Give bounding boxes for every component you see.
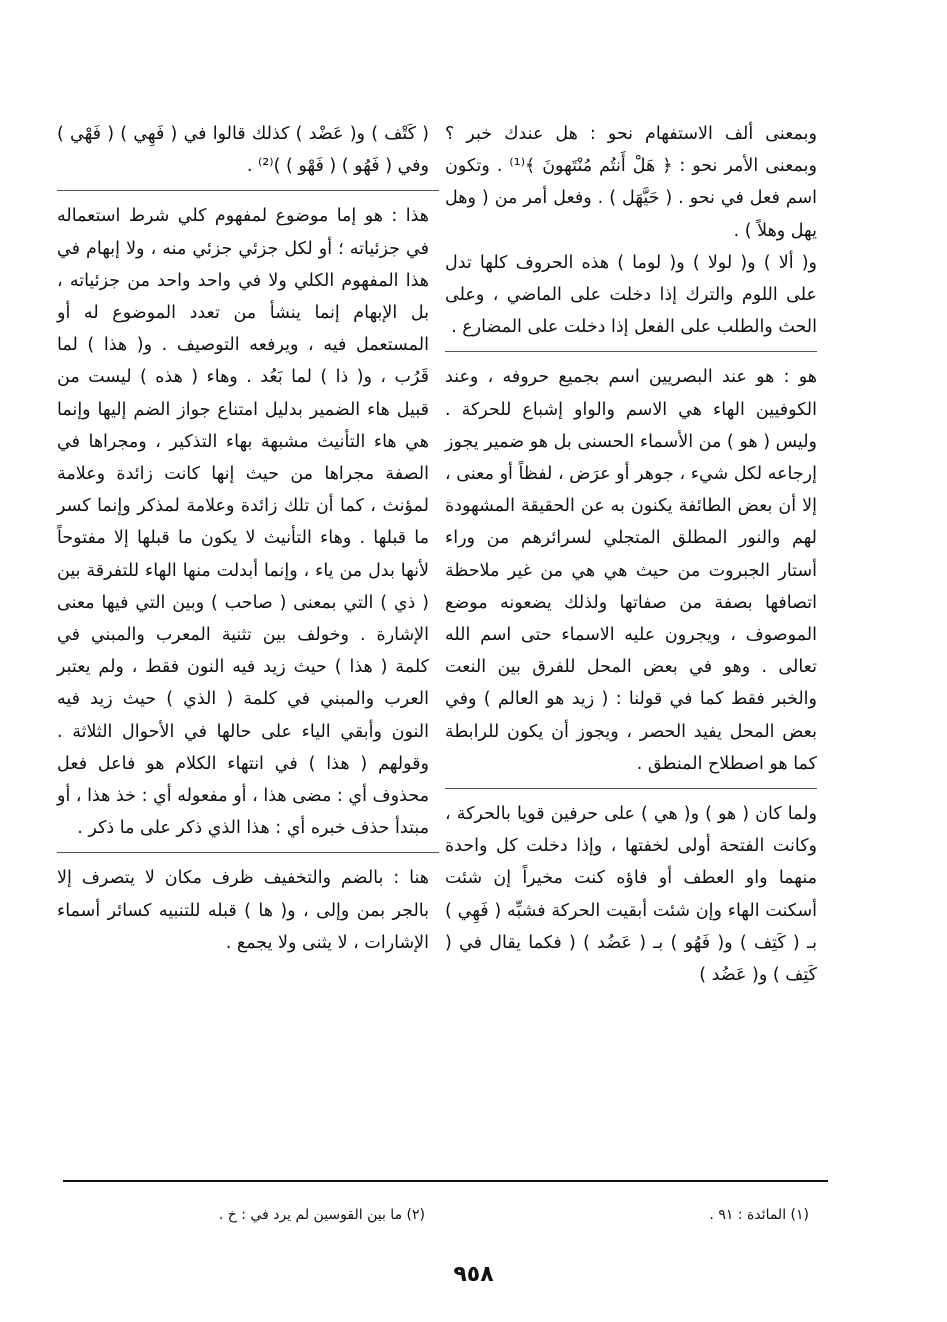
entry-separator — [445, 788, 817, 789]
paragraph-huwa-hiya: ولما كان ( هو ) و( هي ) على حرفين قويا بالحركة ، وكانت الفتحة أولى لخفتها ، وإذا دخلت كل واحدة منهما واو العطف أو فاؤه كنت مخيراً إن شئت أسكنت الهاء وإن شئت أبقيت الحركة فشبِّه ( فَهِي ) بـ ( كَتِف ) و( فَهُو ) بـ ( عَضُد ) ( فكما يقال في ( كَتِف ) و( عَضُد ) — [445, 804, 817, 986]
paragraph-continuation: ( كَتْف ) و( عَضْد ) كذلك قالوا في ( فَهِي ) ( فَهْي ) وفي ( فَهُو ) ( فَهْو ) )⁽²⁾ . — [57, 124, 429, 177]
right-column — [445, 118, 817, 991]
entry-separator — [445, 351, 817, 352]
paragraph-huna: هنا : بالضم والتخفيف ظرف مكان لا يتصرف إلا بالجر بمن وإلى ، و( ها ) قبله للتنبيه كسائر أسماء الإشارات ، لا يثنى ولا يجمع . — [57, 868, 429, 953]
left-column — [57, 118, 429, 959]
paragraph-ala-lawla: و( ألا ) و( لولا ) و( لوما ) هذه الحروف كلها تدل على اللوم والترك إذا دخلت على الماضي ، وعلى الحث والطلب على الفعل إذا دخلت على المضارع . — [445, 252, 817, 338]
page-number: ٩٥٨ — [453, 1262, 494, 1287]
entry-separator — [57, 852, 439, 853]
footnote-2: (٢) ما بين القوسين لم يرد في : خ . — [218, 1207, 425, 1223]
paragraph-huwa: هو : هو عند البصريين اسم بجميع حروفه ، وعند الكوفيين الهاء هي الاسم والواو إشباع للحركة . وليس ( هو ) من الأسماء الحسنى بل هو ضمير يجوز إرجاعه لكل شيء ، جوهر أو عرَض ، لفظاً أو معنى ، إلا أن بعض الطائفة يكنون به عن الحقيقة المشهودة لهم والنور المطلق المتجلي لسرائرهم من وراء أستار الجبروت من حيث هي هي من غير ملاحظة اتصافها بصفة من صفاتها ولذلك يضعونه موضع الموصوف ، ويجرون عليه الاسماء حتى اسم الله تعالى . وهو في بعض المحل للفرق بين النعت والخبر فقط كما في قولنا : ( زيد هو العالم ) وفي بعض المحل يفيد الحصر ، ويجوز أن يكون للرابطة كما هو اصطلاح المنطق . — [445, 367, 817, 774]
footnote-rule — [63, 1180, 828, 1182]
entry-separator — [57, 190, 439, 191]
paragraph-hal: وبمعنى ألف الاستفهام نحو : هل عندك خبر ؟ وبمعنى الأمر نحو : ﴿ هَلْ أَنتُم مُنْتَهونَ ﴾⁽¹⁾ . وتكون اسم فعل في نحو . ( حَيَّهَل ) . وفعل أمر من ( وهل يهل وهلاً ) . — [445, 124, 817, 241]
paragraph-hatha: هذا : هو إما موضوع لمفهوم كلي شرط استعماله في جزئياته ؛ أو لكل جزئي جزئي منه ، ولا إبهام في هذا المفهوم الكلي ولا في واحد واحد من جزئياته ، بل الإبهام إنما ينشأ من تعدد الموضوع له أو المستعمل فيه ، ويرفعه التوصيف . و( هذا ) لما قَرُب ، و( ذا ) لما بَعُد . وهاء ( هذه ) ليست من قبيل هاء الضمير بدليل امتناع جواز الضم إليها وإنما هي هاء التأنيث مشبهة بهاء التذكير ، ومجراها في الصفة مجراها من حيث إنها كانت زائدة وعلامة لمؤنث ، كما أن تلك زائدة وعلامة لمذكر وإنما كسر ما قبلها . وهاء التأنيث لا يكون ما قبلها إلا مفتوحاً لأنها بدل من ياء ، وإنما أبدلت منها الهاء للتفرقة بين ( ذي ) التي بمعنى ( صاحب ) وبين التي فيها معنى الإشارة . وخولف بين تثنية المعرب والمبني في كلمة ( هذا ) حيث زيد فيه النون فقط ، ولم يعتبر العرب والمبني في كلمة ( الذي ) حيث زيد فيه النون وأبقي الياء على حالها في الأحوال الثلاثة . وقولهم ( هذا ) في انتهاء الكلام هو فاعل فعل محذوف أي : مضى هذا ، أو مفعوله أي : خذ هذا ، أو مبتدأ حذف خبره أي : هذا الذي ذكر على ما ذكر . — [57, 206, 429, 839]
footnote-1: (١) المائدة : ٩١ . — [709, 1207, 809, 1223]
